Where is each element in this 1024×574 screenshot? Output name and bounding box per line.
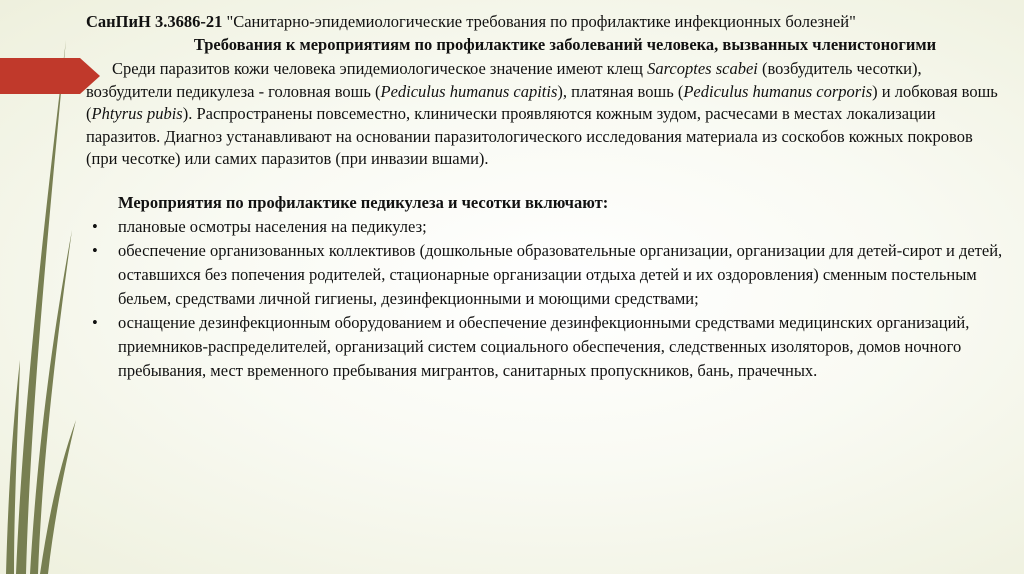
list-item-text: плановые осмотры населения на педикулез; [118,216,427,236]
paragraph-text: ), платяная вошь ( [557,81,684,101]
slide-text-area [86,10,1004,383]
red-ribbon [0,58,100,94]
latin-name: Pediculus humanus corporis [683,81,873,101]
paragraph-text: ). Распространены повсеместно, клинически проявляются кожным зудом, расчесами в местах локализации паразитов. Диагноз устанавливают на основании паразитологического исследования материала из соскобов кожных покровов (при чесотке) или самих паразитов (при инвазии вшами). [86,104,973,168]
paragraph-text: ) и лобковая вошь ( [86,81,998,123]
paragraph-text: (возбудитель чесотки), возбудители педикулеза - головная вошь ( [86,59,922,101]
bullet-icon: • [92,216,98,236]
regulation-title: "Санитарно-эпидемиологические требования по профилактике инфекционных болезней" [222,12,856,31]
section-subtitle: Требования к мероприятиям по профилактике заболеваний человека, вызванных членистоногими [193,35,937,54]
list-item-text: оснащение дезинфекционным оборудованием и обеспечение дезинфекционными средствами медицинских организаций, приемников-распределителей, организаций систем социального обеспечения, следственных изоляторов, домов ночного пребывания, мест временного пребывания мигрантов, санитарных пропускников, бань, прачечных. [118,312,970,380]
grass-leaf-group [6,40,76,574]
paragraph-text: Среди паразитов кожи человека эпидемиологическое значение имеют клещ [112,59,648,78]
latin-name: Phtyrus pubis [91,104,183,123]
list-item [86,239,1004,311]
document-header [86,10,1004,34]
latin-name: Pediculus humanus capitis [380,81,558,101]
latin-name: Sarcoptes scabei [647,59,758,78]
list-item [86,311,1004,383]
measures-heading: Мероприятия по профилактике педикулеза и чесотки включают: [118,192,609,212]
intro-paragraph [86,58,1004,171]
list-item [86,215,1004,239]
measures-list [86,215,1004,383]
bullet-icon: • [92,312,98,332]
regulation-code: СанПиН 3.3686-21 [86,12,223,31]
bullet-icon: • [92,240,98,260]
list-item-text: обеспечение организованных коллективов (дошкольные образовательные организации, организации для детей-сирот и детей, оставшихся без попечения родителей, стационарные организации отдыха детей и их оздоровления) сменным постельным бельем, средствами личной гигиены, дезинфекционными и моющими средствами; [118,240,1003,308]
